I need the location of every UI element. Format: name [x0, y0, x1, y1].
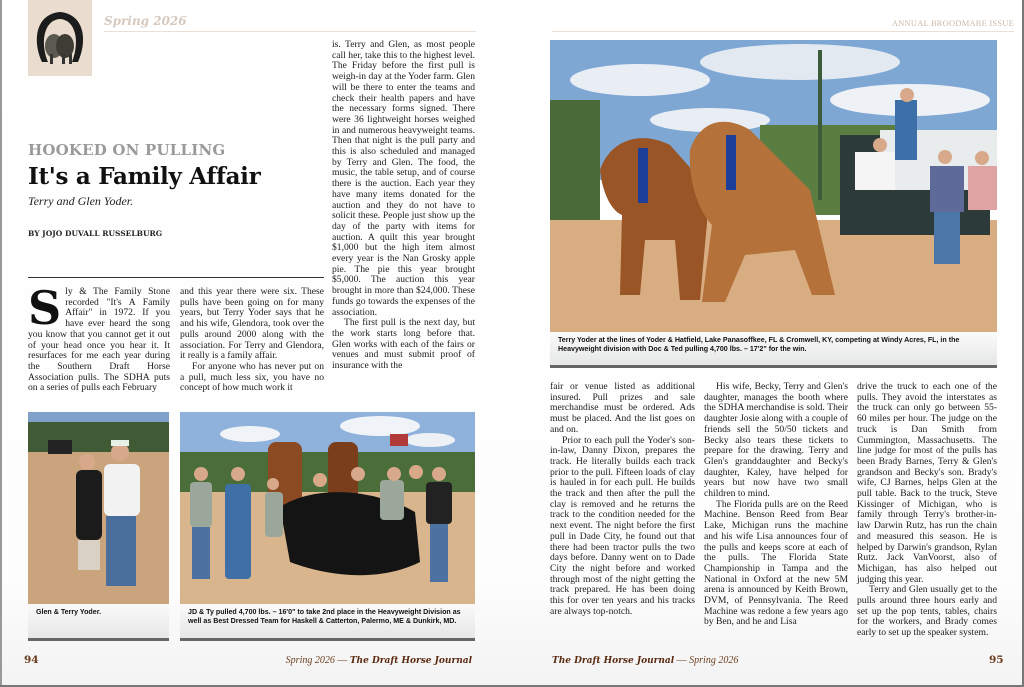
left-page	[0, 0, 512, 685]
column-6-paragraph-2: Terry and Glen usually get to the pulls around three hours early and set up the pop tents, tables, chairs for the workers, and Brady comes early to set up the speaker system.	[857, 584, 997, 639]
caption-box-glen-terry	[28, 604, 169, 641]
column-4-paragraph-1: fair or venue listed as additional insured. Pull prizes and sale merchandise must be ordered. Ads must be placed. And the list goes on and on.	[550, 381, 695, 435]
horseshoe-logo-icon	[28, 0, 92, 76]
column-3-paragraph-2: The first pull is the next day, but the work starts long before that. Glen works with each of the fairs or venues and must submit proof of insurance with the	[332, 317, 475, 372]
footer-date: Spring 2026	[285, 655, 335, 666]
footer-right	[552, 655, 738, 666]
footer-magazine-name: The Draft Horse Journal	[349, 656, 472, 666]
article-column-4	[550, 382, 695, 617]
column-1-text: ly & The Family Stone recorded "It's A Family Affair" in 1972. If you have ever heard the song you know that you cannot get it out of your head once you hear it. It resurfaces for me each year during the Southern Draft Horse Association pulls. The SDHA puts on a series of pulls each February	[28, 286, 170, 394]
article-column-6	[857, 382, 997, 639]
right-page	[512, 0, 1022, 685]
caption-group: JD & Ty pulled 4,700 lbs. – 16'0" to take 2nd place in the Heavyweight Division as well as Best Dressed Team for Haskell & Catterton, Palermo, ME & Dunkirk, MD.	[188, 608, 461, 625]
footer-separator: —	[337, 655, 348, 666]
article-byline: BY JOJO DUVALL RUSSELBURG	[28, 229, 163, 238]
header-rule	[104, 31, 476, 32]
column-4-paragraph-2: Prior to each pull the Yoder's son-in-law, Danny Dixon, prepares the track. He literally builds each track prior to the pull. Fifteen loads of clay is hauled in for each pull. He builds the track and then after the pull the clay is removed and he returns the track to the condition needed for the next event. The night before the first pull in Dade City, he found out that there had been tractor pulls the two days before. Danny went on to Dade City the night before and worked through most of the night getting the track prepared. He has been doing this for over ten years and his tracks are always top-notch.	[550, 434, 695, 617]
issue-header: Spring 2026	[104, 14, 187, 28]
article-subtitle: Terry and Glen Yoder.	[28, 194, 134, 208]
column-6-paragraph-1: drive the truck to each one of the pulls. They avoid the interstates as the truck can only go between 55-60 miles per hour. The judge on the truck is Dan Smith from Cummington, Massachusetts. The line judge for most of the pulls has been Brady Barnes, Terry & Glen's grandson and Becky's son. Brady's wife, CJ Barnes, helps Glen at the pull table. Back to the truck, Steve Kissinger of Michigan, who is family through Terry's brother-in-law Darwin Rutz, has run the chain and measured this season. He is helped by Darwin's grandson, Rylan Rutz. Jack VanVoorst, also of Michigan, has also helped out judging this year.	[857, 381, 997, 585]
caption-horse-pull: Terry Yoder at the lines of Yoder & Hatfield, Lake Panasoffkee, FL & Cromwell, KY, competing at Windy Acres, FL, in the Heavyweight division with Doc & Ted pulling 4,700 lbs. – 17'2" for the win.	[558, 336, 960, 353]
issue-header-right: ANNUAL BROODMARE ISSUE	[891, 18, 1014, 28]
article-divider	[28, 277, 324, 278]
footer-left	[286, 655, 472, 666]
column-2-paragraph-2: For anyone who has never put on a pull, much less six, you have no concept of how much work it	[180, 360, 324, 394]
column-5-paragraph-2: The Florida pulls are on the Reed Machine. Benson Reed from Bear Lake, Michigan runs the machine and his wife Lisa announces four of the pulls and keeps score at each of the pulls. The Florida State Championship in Tampa and the National in Oxford at the new 5M arena is announced by Keith Brown, DVM, of Pennsylvania. The Reed Machine was redone a few years ago by Ben, and he and Lisa	[704, 498, 848, 628]
page-number-left: 94	[24, 654, 39, 666]
footer-separator-right: —	[676, 655, 687, 666]
column-3-paragraph-1: is. Terry and Glen, as most people call her, take this to the highest level. The Friday before the first pull is weigh-in day at the Yoder farm. Glen will be there to enter the teams and check their health papers and have the necessary forms signed. There were 36 lightweight horses weighed in and numerous heavyweight teams. Then that night is the pull party and this is also scheduled and managed by Terry and Glen. The food, the music, the table setup, and of course there is the auction. Each year they have many items donated for the auction and they do not have to solicit these. People just show up the day of the party with items for auction. A quilt this year brought $1,000 but the high item almost every year is the Nan Grosky apple pie. The pie this year brought $5,000. The auction this year brought in more than $24,000. These funds go towards the expenses of the association.	[332, 39, 475, 318]
article-column-1	[28, 281, 170, 394]
page-number-right: 95	[989, 654, 1004, 666]
caption-box-group	[180, 604, 475, 641]
drop-cap: S	[28, 281, 62, 335]
caption-box-horse-pull	[550, 332, 997, 368]
article-column-3	[332, 40, 475, 372]
photo-horse-pull	[550, 40, 997, 332]
column-5-paragraph-1: His wife, Becky, Terry and Glen's daughter, manages the booth where the SDHA merchandise is sold. Their daughter Josie along with a couple of friends sell the 50/50 tickets and Becky also tears these tickets to prepare for the drawing. Terry and Glen's granddaughter and Becky's daughter, Kaley, have helped for years but now have two small children to mind.	[704, 381, 848, 500]
article-column-5	[704, 382, 848, 628]
photo-group-best-dressed-team	[180, 412, 475, 604]
footer-date-right: Spring 2026	[689, 655, 739, 666]
caption-glen-terry: Glen & Terry Yoder.	[36, 608, 102, 616]
footer-magazine-name-right: The Draft Horse Journal	[552, 656, 675, 666]
column-2-paragraph-1: and this year there were six. These pulls have been going on for many years, but Terry Yoder says that he and his wife, Glendora, took over the pulls around 2000 along with the association. For Terry and Glendora, it really is a family affair.	[180, 286, 324, 362]
article-column-2	[180, 287, 324, 394]
header-rule-right	[552, 31, 1014, 32]
article-kicker: HOOKED ON PULLING	[28, 141, 226, 159]
photo-glen-terry-yoder	[28, 412, 169, 604]
article-title: It's a Family Affair	[28, 163, 261, 190]
